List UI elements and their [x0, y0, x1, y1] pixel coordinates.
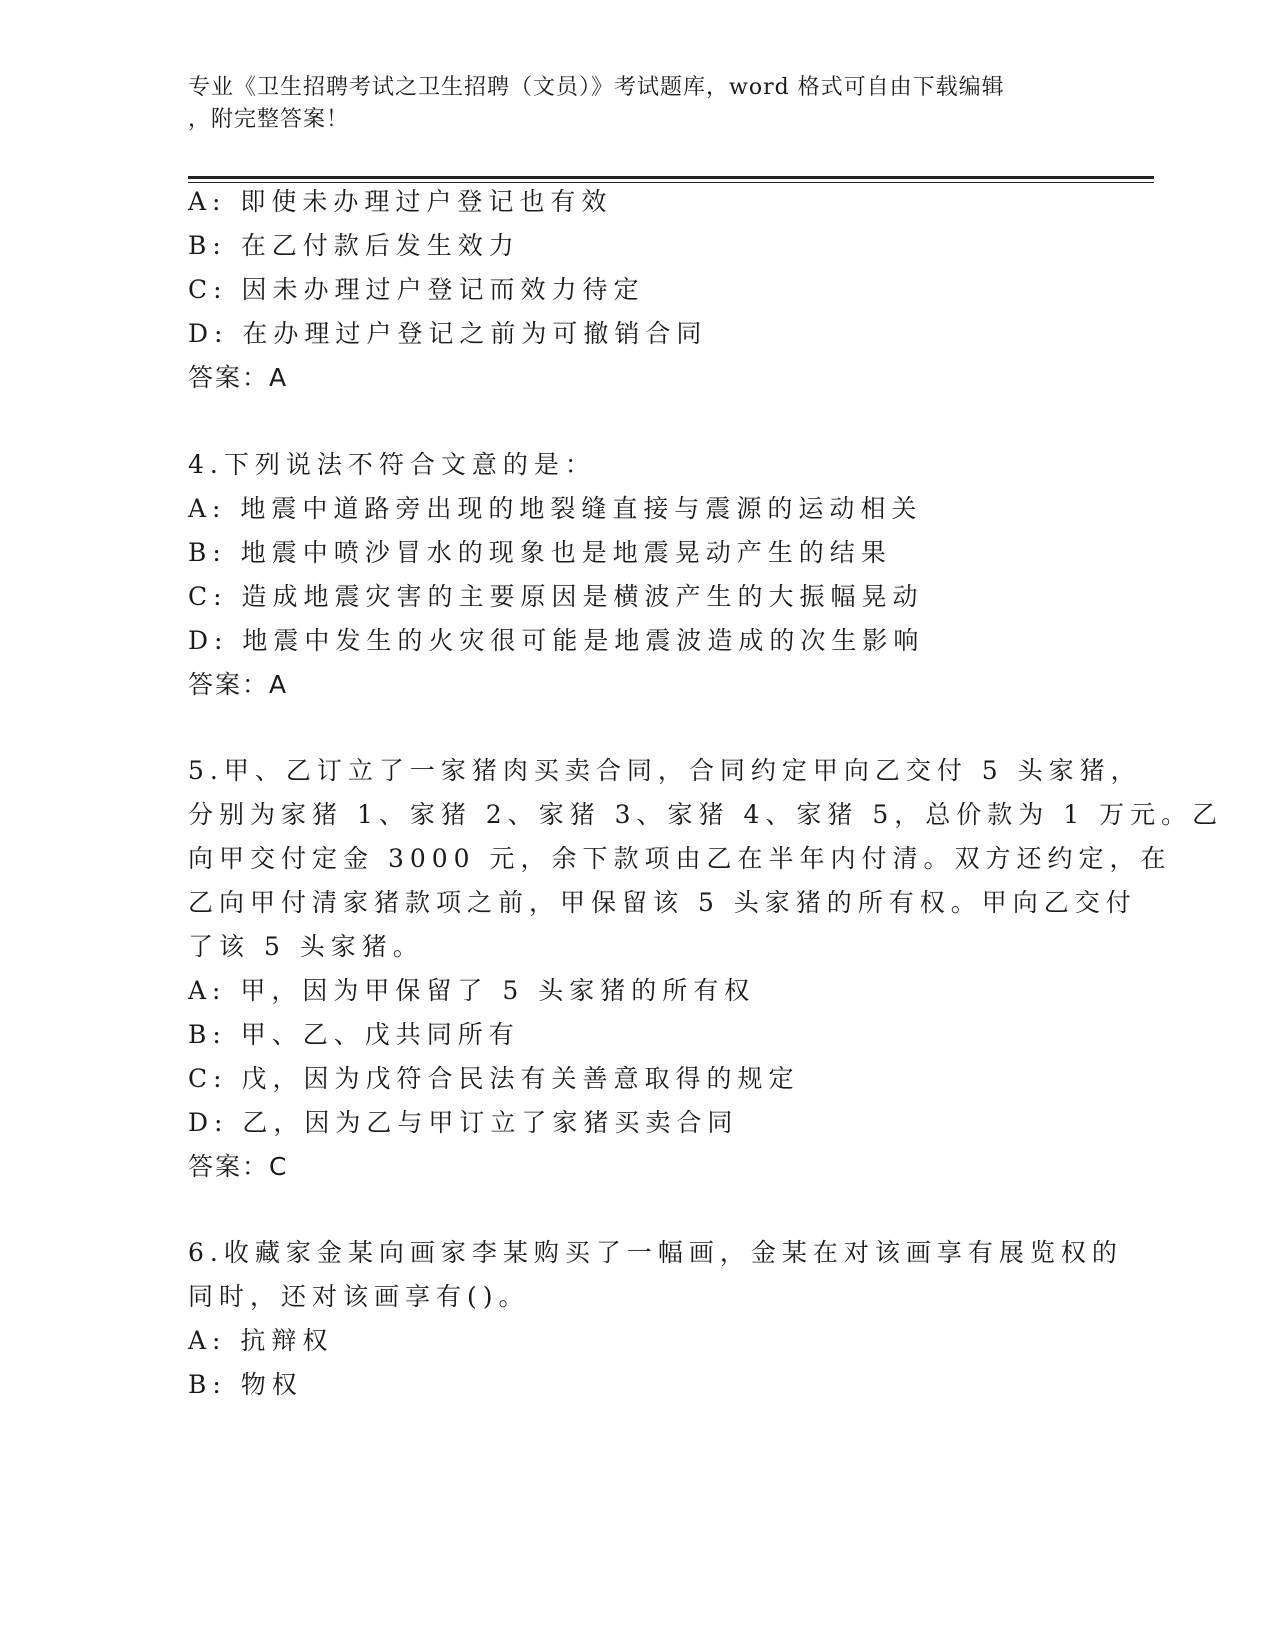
- q4-stem: 4.下列说法不符合文意的是：: [188, 450, 596, 479]
- q4-option-c: C: 造成地震灾害的主要原因是横波产生的大振幅晃动: [188, 582, 924, 611]
- q3-answer: 答案：A: [188, 363, 289, 392]
- q4-option-a: A: 地震中道路旁出现的地裂缝直接与震源的运动相关: [188, 494, 923, 523]
- q3-option-a: A: 即使未办理过户登记也有效: [188, 187, 613, 216]
- q5-stem-line-3: 向甲交付定金 3000 元，余下款项由乙在半年内付清。双方还约定，在: [188, 844, 1172, 873]
- q5-answer: 答案：C: [188, 1152, 289, 1181]
- document-header: [188, 72, 1088, 136]
- q5-stem-line-1: 5.甲、乙订立了一家猪肉买卖合同，合同约定甲向乙交付 5 头家猪，: [188, 756, 1142, 785]
- q5-stem-line-5: 了该 5 头家猪。: [188, 932, 424, 961]
- q5-option-b: B: 甲、乙、戊共同所有: [188, 1020, 520, 1049]
- q5-stem-line-2: 分别为家猪 1、家猪 2、家猪 3、家猪 4、家猪 5，总价款为 1 万元。乙: [188, 800, 1224, 829]
- header-line-1: 专业《卫生招聘考试之卫生招聘（文员）》考试题库，word 格式可自由下载编辑: [188, 75, 1005, 100]
- header-line-2: ，附完整答案！: [188, 107, 350, 132]
- q4-answer: 答案：A: [188, 670, 289, 699]
- q6-stem-line-2: 同时，还对该画享有()。: [188, 1282, 530, 1311]
- header-divider-thick: [188, 176, 1154, 179]
- q6-option-b: B: 物权: [188, 1370, 303, 1399]
- q6-option-a: A: 抗辩权: [188, 1326, 334, 1355]
- q3-option-b: B: 在乙付款后发生效力: [188, 231, 520, 260]
- q4-option-d: D: 地震中发生的火灾很可能是地震波造成的次生影响: [188, 626, 925, 655]
- q5-option-a: A: 甲，因为甲保留了 5 头家猪的所有权: [188, 976, 756, 1005]
- q5-option-c: C: 戊，因为戊符合民法有关善意取得的规定: [188, 1064, 800, 1093]
- q4-option-b: B: 地震中喷沙冒水的现象也是地震晃动产生的结果: [188, 538, 892, 567]
- q5-stem-line-4: 乙向甲付清家猪款项之前，甲保留该 5 头家猪的所有权。甲向乙交付: [188, 888, 1137, 917]
- q3-option-c: C: 因未办理过户登记而效力待定: [188, 275, 645, 304]
- q5-option-d: D: 乙，因为乙与甲订立了家猪买卖合同: [188, 1108, 739, 1137]
- q3-option-d: D: 在办理过户登记之前为可撤销合同: [188, 319, 708, 348]
- q6-stem-line-1: 6.收藏家金某向画家李某购买了一幅画，金某在对该画享有展览权的: [188, 1238, 1123, 1267]
- header-divider-thin: [188, 182, 1154, 183]
